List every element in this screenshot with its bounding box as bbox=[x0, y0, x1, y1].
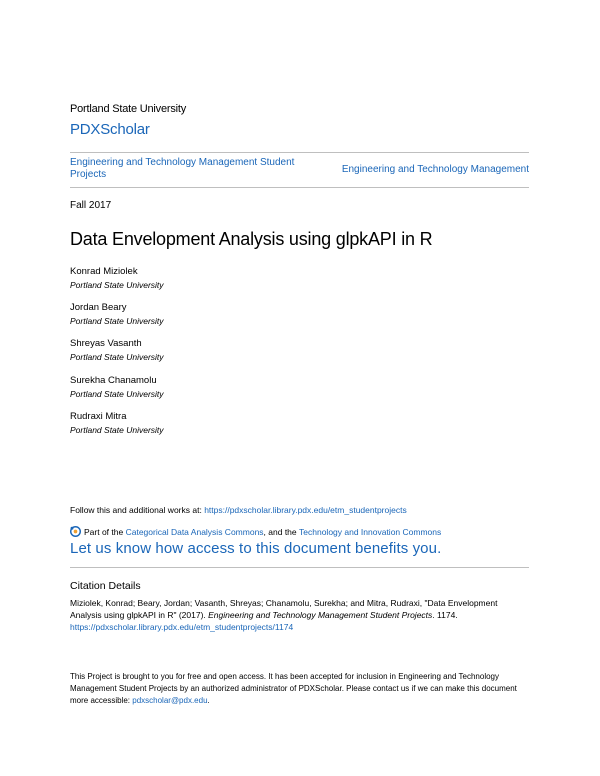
citation-text: Miziolek, Konrad; Beary, Jordan; Vasanth, Shreyas; Chanamolu, Surekha; and Mitra, Rudraxi, "Data Envelopment Analysis using glpkAPI in R" (2017). bbox=[70, 598, 498, 620]
divider-bottom bbox=[70, 187, 529, 188]
author-affiliation: Portland State University bbox=[70, 280, 164, 290]
footer-notice bbox=[70, 671, 530, 707]
divider-citation bbox=[70, 567, 529, 568]
author-affiliation: Portland State University bbox=[70, 425, 164, 435]
part-of-line bbox=[70, 526, 441, 537]
citation-url-link[interactable]: https://pdxscholar.library.pdx.edu/etm_studentprojects/1174 bbox=[70, 622, 294, 632]
citation-number: . 1174. bbox=[432, 610, 458, 620]
author-name: Rudraxi Mitra bbox=[70, 411, 127, 422]
citation-body bbox=[70, 597, 530, 633]
follow-prefix: Follow this and additional works at: bbox=[70, 505, 205, 515]
author-affiliation: Portland State University bbox=[70, 316, 164, 326]
citation-series: Engineering and Technology Management Student Projects bbox=[208, 610, 433, 620]
document-title: Data Envelopment Analysis using glpkAPI in R bbox=[70, 229, 433, 249]
author-name: Surekha Chanamolu bbox=[70, 375, 157, 386]
repository-link[interactable]: PDXScholar bbox=[70, 121, 150, 138]
institution-name: Portland State University bbox=[70, 103, 187, 115]
commons-link-technology[interactable]: Technology and Innovation Commons bbox=[299, 526, 442, 537]
citation-heading: Citation Details bbox=[70, 580, 141, 592]
follow-line bbox=[70, 505, 407, 515]
part-of-prefix: Part of the bbox=[84, 526, 124, 537]
follow-url-link[interactable]: https://pdxscholar.library.pdx.edu/etm_studentprojects bbox=[204, 505, 407, 515]
footer-end: . bbox=[207, 696, 210, 705]
feedback-link[interactable]: Let us know how access to this document benefits you. bbox=[70, 540, 442, 557]
author-affiliation: Portland State University bbox=[70, 352, 164, 362]
author-name: Shreyas Vasanth bbox=[70, 338, 142, 349]
author-name: Jordan Beary bbox=[70, 302, 127, 313]
publication-date: Fall 2017 bbox=[70, 200, 112, 211]
footer-text: This Project is brought to you for free and open access. It has been accepted for inclusion in Engineering and Technology Management Student Projects by an authorized administrator of PDXScholar. Please contact us if we can make this document more accessible: bbox=[70, 672, 517, 705]
author-name: Konrad Miziolek bbox=[70, 266, 138, 277]
contact-email-link[interactable]: pdxscholar@pdx.edu bbox=[132, 696, 208, 705]
commons-link-categorical[interactable]: Categorical Data Analysis Commons bbox=[125, 526, 264, 537]
author-affiliation: Portland State University bbox=[70, 389, 164, 399]
part-of-middle: , and the bbox=[263, 526, 297, 537]
divider-top bbox=[70, 152, 529, 153]
network-icon bbox=[70, 526, 81, 537]
series-link-department[interactable]: Engineering and Technology Management bbox=[341, 164, 529, 175]
series-link-student-projects[interactable]: Engineering and Technology Management Student Projects bbox=[70, 157, 295, 180]
